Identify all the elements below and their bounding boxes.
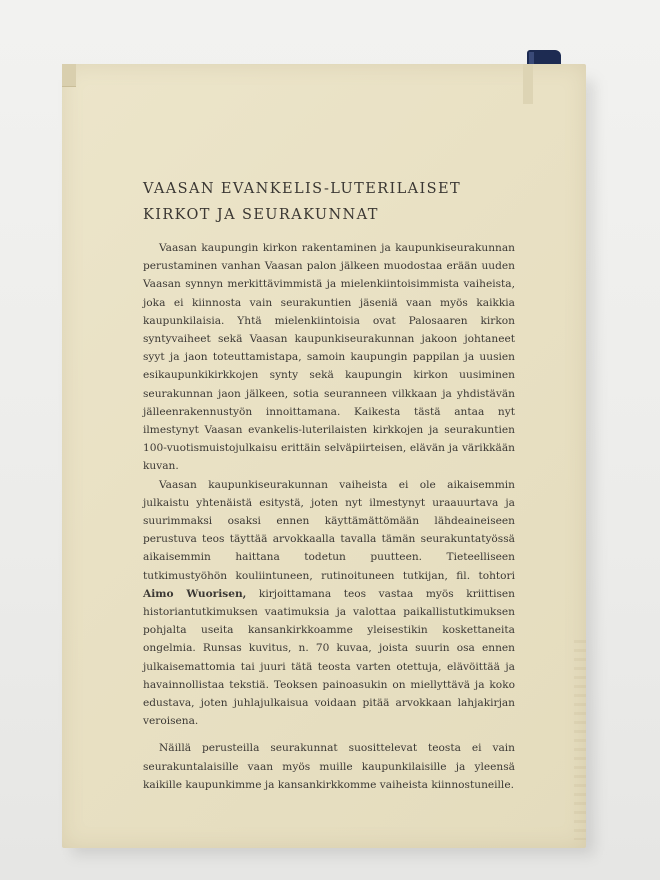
author-name: Aimo Wuorisen, — [143, 587, 247, 600]
paragraph-2 — [143, 476, 515, 731]
paragraph-3: Näillä perusteilla seurakunnat suosittelevat teosta ei vain seurakuntalaisille vaan myös muille kaupunkilaisille ja yleensä kaikille kaupunkimme ja kansankirkkomme vaiheista kiinnostuneille. — [143, 742, 515, 791]
cover-tear-right — [523, 64, 533, 104]
cover-edge-wear — [574, 640, 586, 840]
paragraph-2-end: kirjoittamana teos vastaa myös kriittisen historiantutkimuksen vaatimuksia ja valottaa paikallistutkimuksen pohjalta useita kansankirkkoamme yleisestikin koskettaneita ongelmia. Runsas kuvitus, n. 70 kuvaa, joista suurin osa ennen julkaisemattomia tai juuri tätä teosta varten otettuja, elävöittää ja havainnollistaa tekstiä. Teoksen painoasukin on miellyttävä ja koko edustava, joten juhlajulkaisua voidaan pitää arvokkaan lahjakirjan veroisena. — [143, 587, 515, 728]
paragraph-1: Vaasan kaupungin kirkon rakentaminen ja kaupunkiseurakunnan perustaminen vanhan Vaasan palon jälkeen muodostaa erään uuden Vaasan synnyn merkittävimmistä ja mielenkiintoisimmista vaiheista, joka ei kiinnosta vain seurakuntien jäseniä vaan myös kaikkia kaupunkilaisia. Yhtä mielenkiintoisia ovat Palosaaren kirkon syntyvaiheet sekä Vaasan kaupunkiseurakunnan jakoon johtaneet syyt ja jaon toteuttamistapa, samoin kaupungin pappilan ja uusien esikaupunkikirkkojen synty sekä kaupungin kirkon uusiminen seurakunnan jaon jälkeen, sotia seuranneen vilkkaan ja yhdistävän jälleenrakennustyön innoittamana. Kaikesta tästä antaa nyt ilmestynyt Vaasan evankelis-luterilaisten kirkkojen ja seurakuntien 100-vuotismuistojulkaisu erittäin selväpiirteisen, elävän ja värikkään kuvan. — [143, 242, 515, 473]
cover-tear-left — [62, 64, 76, 87]
cover-text — [143, 239, 515, 794]
cover-title: VAASAN EVANKELIS-LUTERILAISET KIRKOT JA SEURAKUNNAT — [143, 181, 462, 223]
paragraph-2-start: Vaasan kaupunkiseurakunnan vaiheista ei ole aikaisemmin julkaistu yhtenäistä esitystä, joten nyt ilmestynyt uraauurtava ja suurimmaksi osaksi ennen käyttämättömään lähdeaineiseen perustuva teos täyttää arvokkaalla tavalla tämän seurakuntatyössä aikaisemmin haittana todetun puutteen. Tieteelliseen tutkimustyöhön kouliintuneen, rutinoituneen tutkijan, fil. tohtori — [143, 478, 515, 582]
